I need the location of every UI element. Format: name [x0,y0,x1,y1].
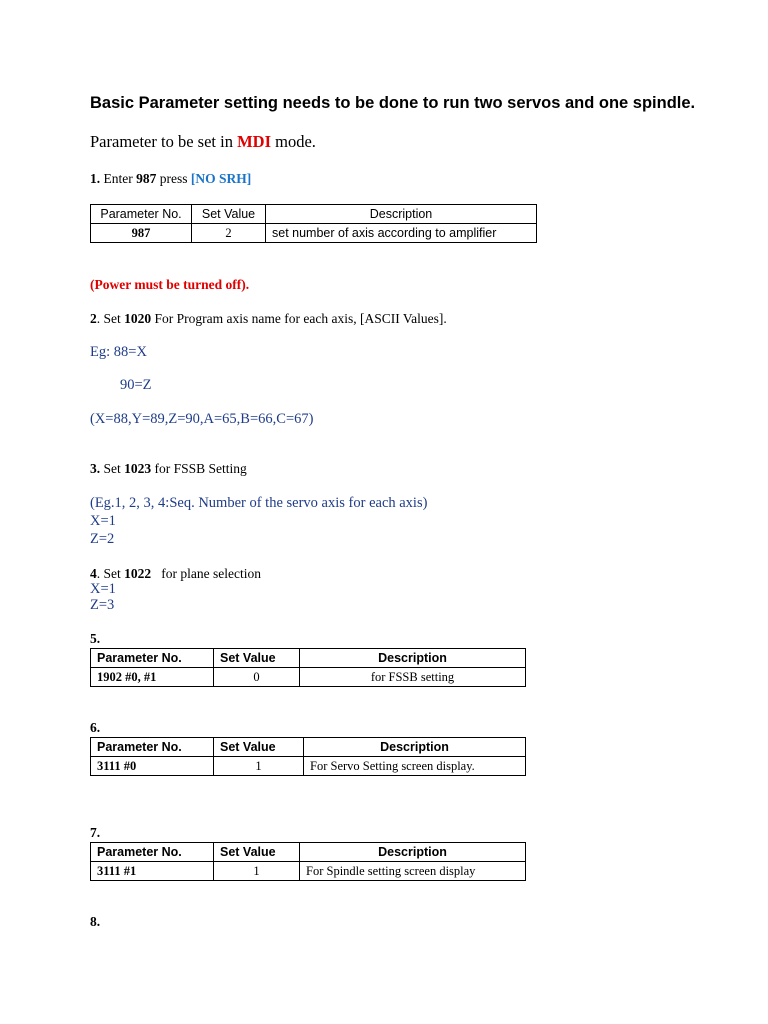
header-parameter-no: Parameter No. [91,843,214,862]
header-parameter-no: Parameter No. [91,738,214,757]
ascii-value-list: (X=88,Y=89,Z=90,A=65,B=66,C=67) [90,411,314,427]
step-8-number: 8. [90,914,101,929]
cell-parameter: 1902 #0, #1 [91,668,214,687]
header-description: Description [304,738,526,757]
step-4 [90,566,261,582]
step-1 [90,171,251,187]
mdi-highlight: MDI [237,132,271,151]
step-2-text: . Set [96,311,125,326]
table-header-row [91,205,537,224]
header-description: Description [300,843,526,862]
mode-text-before: Parameter to be set in [90,132,238,151]
step-1-number: 1. [90,171,101,186]
cell-description: For Spindle setting screen display [300,862,526,881]
header-description: Description [300,649,526,668]
table-row [91,862,526,881]
step-1-param: 987 [136,171,157,186]
step-4-text: . Set [96,566,125,581]
step-2-number: 2 [90,311,97,326]
header-parameter-no: Parameter No. [91,649,214,668]
no-srh-key: [NO SRH] [190,171,252,186]
table-header-row [91,843,526,862]
step-2 [90,311,447,327]
cell-parameter: 3111 #0 [91,757,214,776]
cell-parameter: 987 [91,224,192,243]
example-line-2: 90=Z [120,377,152,393]
header-description: Description [266,205,537,224]
mode-instruction [90,132,316,152]
step-4-param: 1022 [124,566,152,581]
step-3-x-value: X=1 [90,513,116,529]
step-4-z-value: Z=3 [90,597,115,613]
step-3 [90,461,247,477]
example-line-1: Eg: 88=X [90,344,147,360]
cell-description: for FSSB setting [300,668,526,687]
table-row [91,757,526,776]
step-1-text-2: press [156,171,191,186]
cell-value: 1 [214,862,300,881]
step-4-text-2: for plane selection [151,566,261,581]
header-set-value: Set Value [214,649,300,668]
table-row [91,668,526,687]
step-3-param: 1023 [124,461,152,476]
step-3-text: Set [100,461,125,476]
step-1-text: Enter [100,171,137,186]
step-5-number: 5. [90,631,101,646]
step-2-param: 1020 [124,311,152,326]
parameter-table-3111-0 [90,737,526,776]
cell-description: set number of axis according to amplifier [266,224,537,243]
parameter-table-987 [90,204,537,243]
header-set-value: Set Value [214,843,300,862]
cell-value: 1 [214,757,304,776]
power-off-note: (Power must be turned off). [90,277,250,292]
step-3-note: (Eg.1, 2, 3, 4:Seq. Number of the servo axis for each axis) [90,495,428,511]
step-4-number: 4 [90,566,97,581]
mode-text-after: mode. [271,132,316,151]
header-parameter-no: Parameter No. [91,205,192,224]
step-7-number: 7. [90,825,101,840]
header-set-value: Set Value [192,205,266,224]
document-title: Basic Parameter setting needs to be done to run two servos and one spindle. [90,94,696,112]
table-row [91,224,537,243]
parameter-table-3111-1 [90,842,526,881]
step-4-x-value: X=1 [90,581,116,597]
parameter-table-1902 [90,648,526,687]
step-3-text-2: for FSSB Setting [151,461,247,476]
step-3-z-value: Z=2 [90,531,115,547]
table-header-row [91,649,526,668]
cell-value: 0 [214,668,300,687]
header-set-value: Set Value [214,738,304,757]
table-header-row [91,738,526,757]
cell-description: For Servo Setting screen display. [304,757,526,776]
step-6-number: 6. [90,720,101,735]
step-3-number: 3. [90,461,101,476]
cell-value: 2 [192,224,266,243]
step-2-text-2: For Program axis name for each axis, [ASCII Values]. [151,311,447,326]
cell-parameter: 3111 #1 [91,862,214,881]
